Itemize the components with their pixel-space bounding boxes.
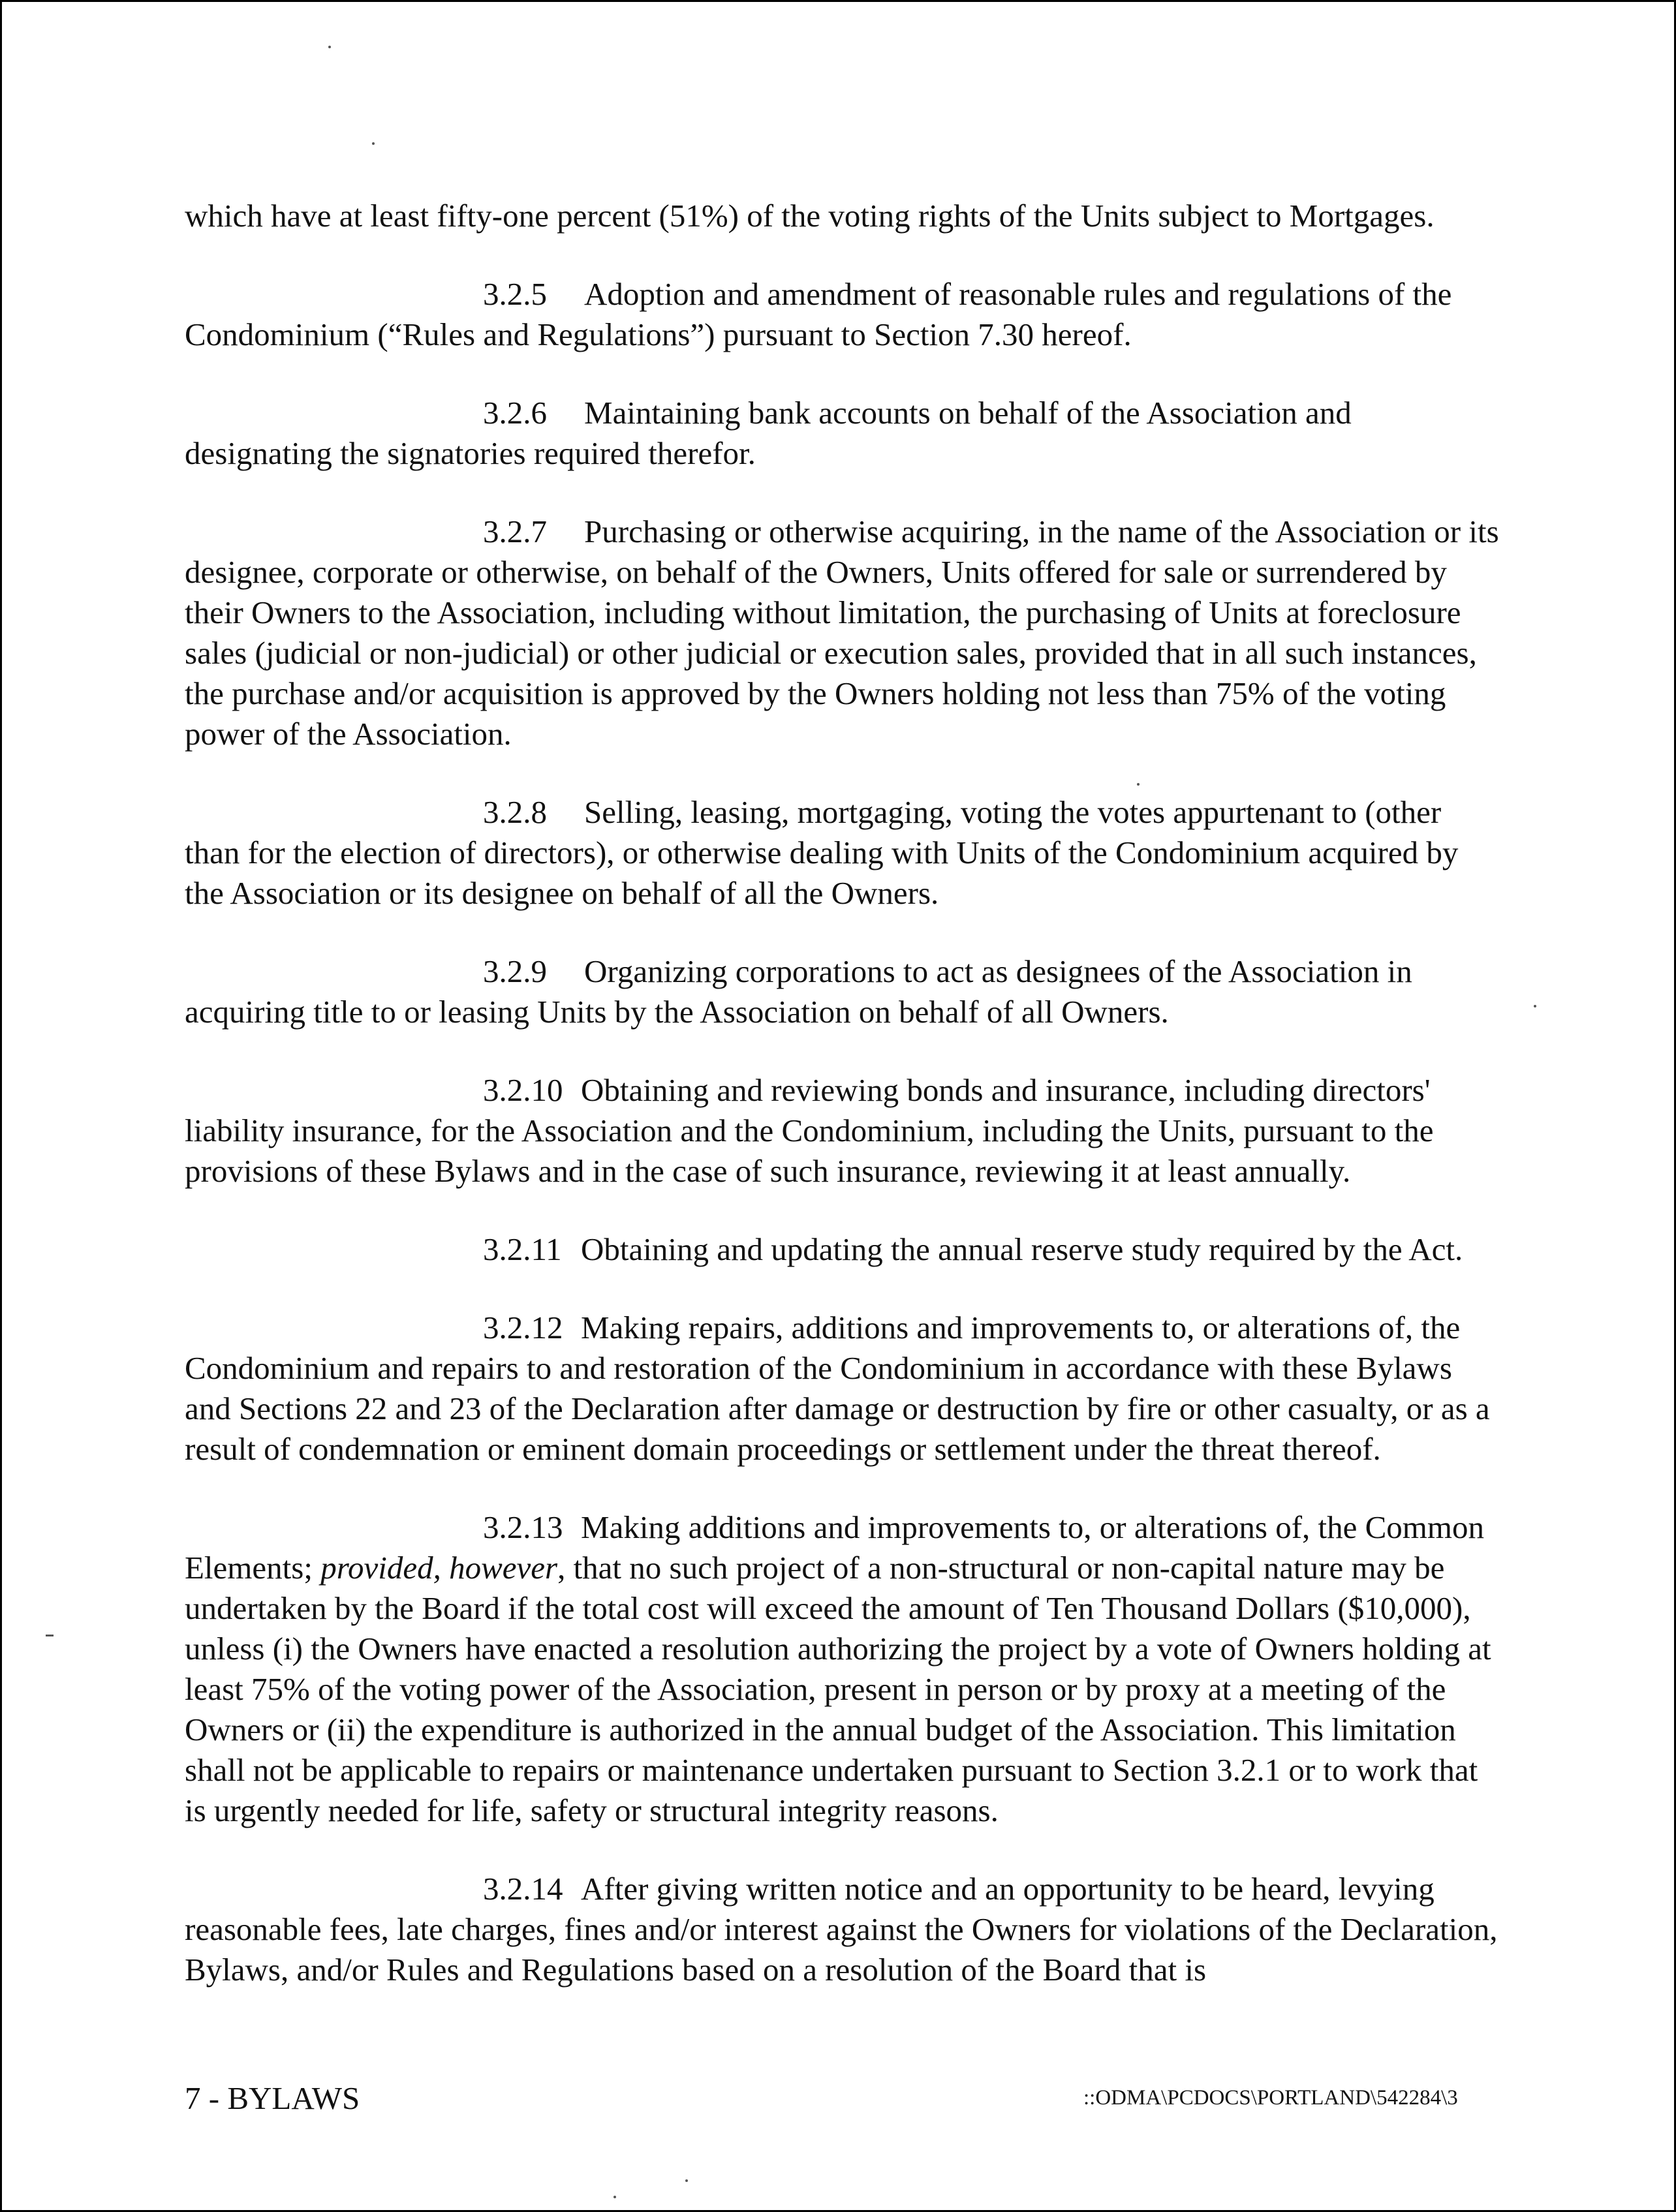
scan-speck <box>685 2179 688 2182</box>
section-text: Selling, leasing, mortgaging, voting the votes appurtenant to (other than for the election of directors), or otherwise dealing with Units of the Condominium acquired by the Association or its designee on behalf of all the Owners. <box>185 794 1459 911</box>
scan-speck <box>372 142 375 145</box>
section-text-after: , that no such project of a non-structural or non-capital nature may be undertaken by the Board if the total cost will exceed the amount of Ten Thousand Dollars ($10,000), unless (i) the Owners have enacted a resolution authorizing the project by a vote of Owners holding at least 75% of the voting power of the Association, present in person or by proxy at a meeting of the Owners or (ii) the expenditure is authorized in the annual budget of the Association. This limitation shall not be applicable to repairs or maintenance undertaken pursuant to Section 3.2.1 or to work that is urgently needed for life, safety or structural integrity reasons. <box>185 1550 1491 1828</box>
section-3-2-10 <box>185 1070 1503 1191</box>
section-text-italic: provided, however <box>320 1550 558 1586</box>
section-number: 3.2.11 <box>483 1231 562 1267</box>
scan-speck <box>613 2196 616 2198</box>
section-number: 3.2.7 <box>483 514 547 549</box>
section-number: 3.2.5 <box>483 276 547 312</box>
section-text: After giving written notice and an opportunity to be heard, levying reasonable fees, late charges, fines and/or interest against the Owners for violations of the Declaration, Bylaws, and/or Rules and Regulations based on a resolution of the Board that is <box>185 1871 1498 1988</box>
section-3-2-11 <box>185 1229 1503 1270</box>
paragraph-text: which have at least fifty-one percent (51%) of the voting rights of the Units subject to Mortgages. <box>185 198 1435 234</box>
section-number: 3.2.8 <box>483 794 547 830</box>
section-text: Obtaining and reviewing bonds and insurance, including directors' liability insurance, for the Association and the Condominium, including the Units, pursuant to the provisions of these Bylaws and in the case of such insurance, reviewing it at least annually. <box>185 1072 1434 1189</box>
footer-page-label: 7 - BYLAWS <box>185 2080 360 2116</box>
section-text: Obtaining and updating the annual reserve study required by the Act. <box>581 1231 1463 1267</box>
section-text: Purchasing or otherwise acquiring, in the name of the Association or its designee, corporate or otherwise, on behalf of the Owners, Units offered for sale or surrendered by their Owners to the Association, including without limitation, the purchasing of Units at foreclosure sales (judicial or non-judicial) or other judicial or execution sales, provided that in all such instances, the purchase and/or acquisition is approved by the Owners holding not less than 75% of the voting power of the Association. <box>185 514 1499 752</box>
section-3-2-12 <box>185 1308 1503 1469</box>
scan-speck <box>328 46 331 48</box>
section-3-2-14 <box>185 1869 1503 1990</box>
section-3-2-8 <box>185 792 1503 914</box>
section-number: 3.2.13 <box>483 1509 563 1545</box>
footer-doc-id: ::ODMA\PCDOCS\PORTLAND\542284\3 <box>1083 2086 1458 2110</box>
scan-speck <box>46 1635 54 1636</box>
section-3-2-6 <box>185 393 1503 474</box>
section-text-before: Making additions and improvements to, or alterations of, the Common Elements; <box>185 1509 1485 1586</box>
scan-speck <box>1534 1005 1536 1007</box>
document-body <box>185 196 1503 2028</box>
section-number: 3.2.6 <box>483 395 547 431</box>
paragraph-continuation <box>185 196 1503 236</box>
section-number: 3.2.14 <box>483 1871 563 1907</box>
section-3-2-7 <box>185 512 1503 754</box>
section-3-2-13 <box>185 1507 1503 1831</box>
section-number: 3.2.9 <box>483 953 547 989</box>
section-text: Making repairs, additions and improvements to, or alterations of, the Condominium and repairs to and restoration of the Condominium in accordance with these Bylaws and Sections 22 and 23 of the Declaration after damage or destruction by fire or other casualty, or as a result of condemnation or eminent domain proceedings or settlement under the threat thereof. <box>185 1310 1490 1467</box>
section-text: Adoption and amendment of reasonable rules and regulations of the Condominium (“Rules and Regulations”) pursuant to Section 7.30 hereof. <box>185 276 1452 352</box>
section-3-2-9 <box>185 951 1503 1032</box>
section-text: Organizing corporations to act as designees of the Association in acquiring title to or leasing Units by the Association on behalf of all Owners. <box>185 953 1412 1030</box>
section-number: 3.2.12 <box>483 1310 563 1345</box>
section-text: Maintaining bank accounts on behalf of the Association and designating the signatories required therefor. <box>185 395 1352 471</box>
section-number: 3.2.10 <box>483 1072 563 1108</box>
section-3-2-5 <box>185 274 1503 355</box>
